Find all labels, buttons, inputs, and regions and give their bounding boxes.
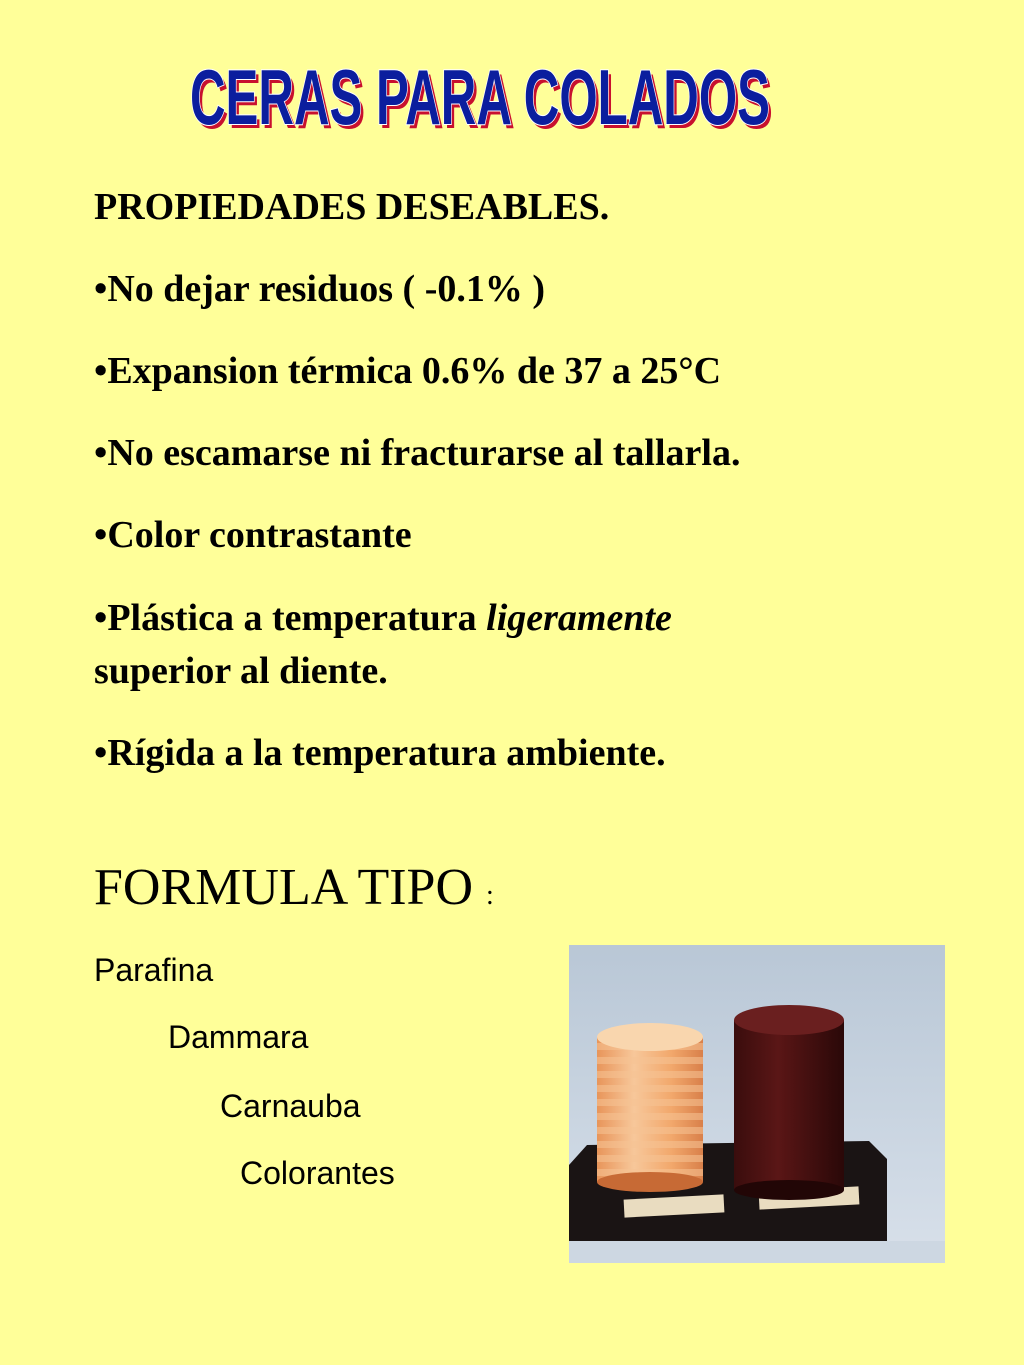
property-item <box>94 512 412 558</box>
property-text: Expansion térmica 0.6% de 37 a 25°C <box>107 350 722 392</box>
bullet: • <box>94 432 108 474</box>
property-text: Color contrastante <box>107 514 412 556</box>
slide-title <box>150 44 810 144</box>
property-item <box>94 730 666 776</box>
property-item <box>94 430 740 476</box>
property-item <box>94 348 721 394</box>
property-item <box>94 595 672 641</box>
property-text: Rígida a la temperatura ambiente. <box>107 732 666 774</box>
ingredient-item: Parafina <box>94 952 214 988</box>
bullet: • <box>94 597 108 639</box>
bullet: • <box>94 514 108 556</box>
title-shadow: CERAS PARA COLADOS <box>193 57 773 144</box>
bullet: • <box>94 732 108 774</box>
property-text: Plástica a temperatura <box>107 597 487 639</box>
property-item <box>94 266 545 312</box>
property-emphasis: ligeramente <box>486 597 672 639</box>
bullet: • <box>94 350 108 392</box>
formula-heading-colon: : <box>486 880 494 911</box>
title-text: CERAS PARA COLADOS <box>190 53 770 141</box>
property-continuation: superior al diente. <box>94 650 388 692</box>
ingredient-item: Carnauba <box>220 1088 361 1124</box>
bullet: • <box>94 268 108 310</box>
ingredient-item: Dammara <box>168 1019 309 1055</box>
property-text: No dejar residuos ( -0.1% ) <box>107 268 545 310</box>
ingredient-item: Colorantes <box>240 1155 395 1191</box>
properties-heading: PROPIEDADES DESEABLES. <box>94 186 610 228</box>
wax-samples-photo <box>569 945 945 1263</box>
property-text: No escamarse ni fracturarse al tallarla. <box>107 432 741 474</box>
brown-wax-cylinder <box>734 1020 844 1190</box>
formula-heading-text: FORMULA TIPO <box>94 859 474 916</box>
formula-heading <box>94 858 494 926</box>
